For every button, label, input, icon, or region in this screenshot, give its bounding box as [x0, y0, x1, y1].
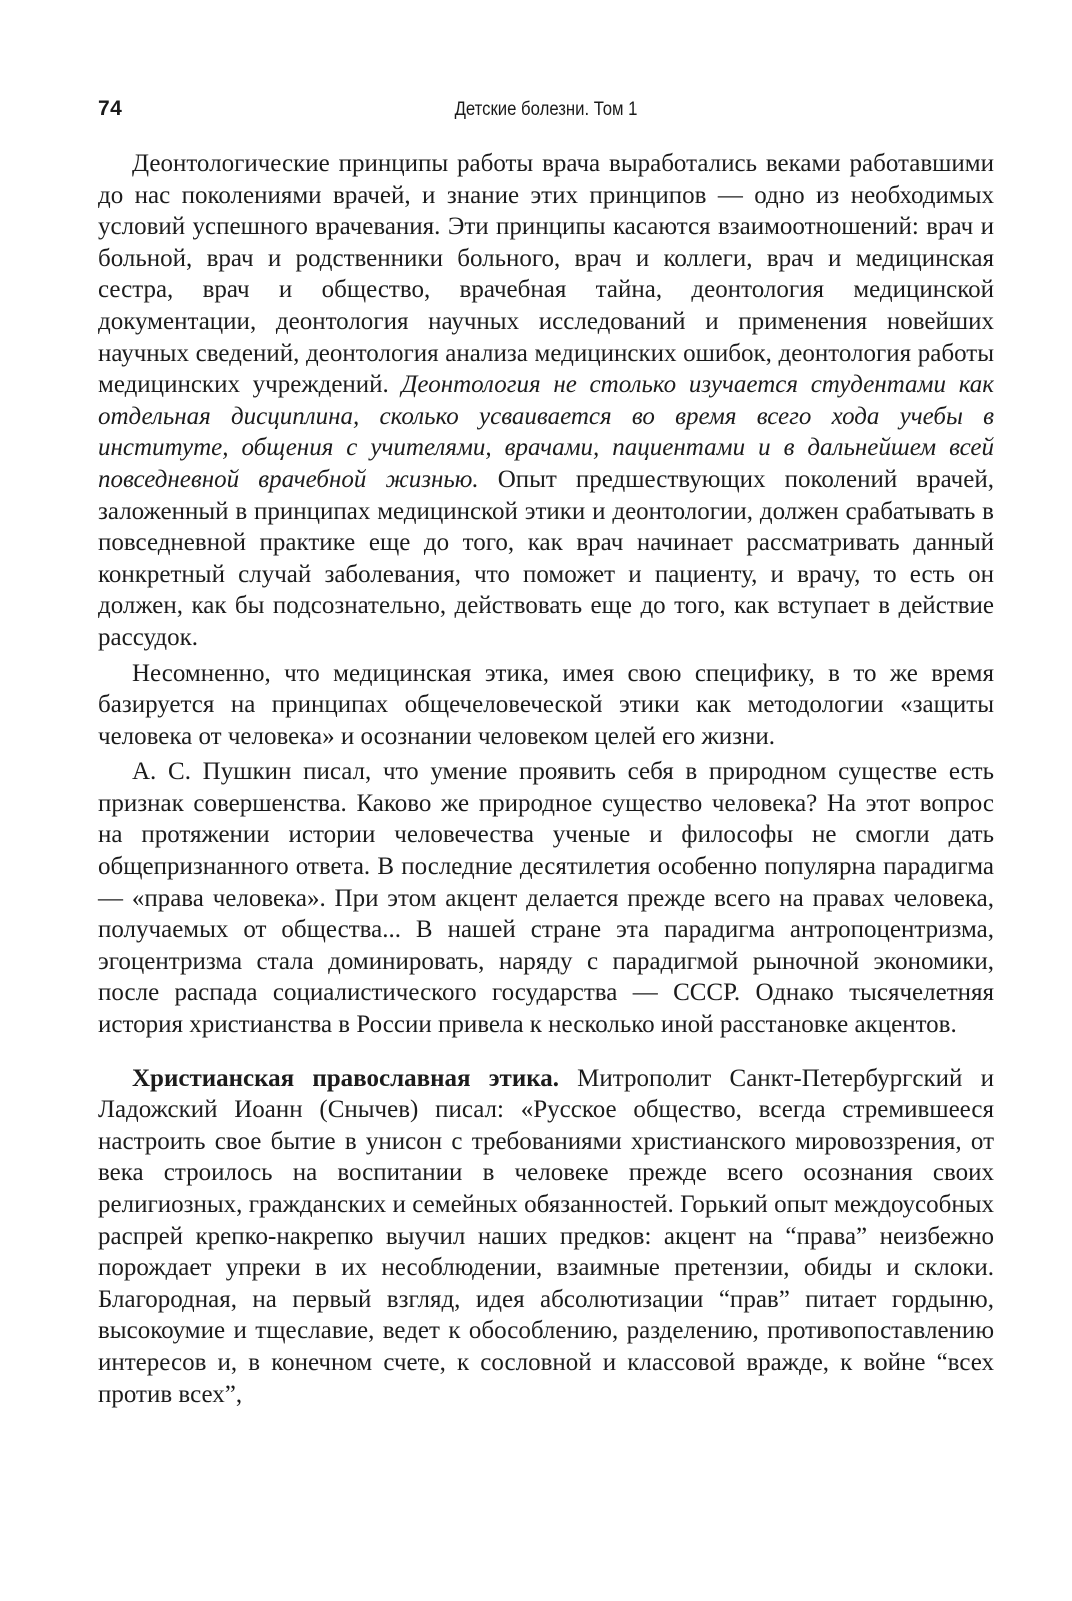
running-head — [98, 97, 994, 133]
paragraph-christian-ethics — [98, 1063, 994, 1411]
paragraph-deontology — [98, 148, 994, 654]
section-heading: Христианская православная этика. — [132, 1064, 559, 1092]
paragraph-text: Деонтологические принципы работы врача выработались веками работавшими до нас поколениями врачей, и знание этих принципов — одно из необходимых условий успешного врачевания. Эти принципы касаются взаимоотношений: врач и больной, врач и родственники больного, врач и коллеги, врач и медицинская сестра, врач и общество, врачебная тайна, деонтология медицинской документации, деонтология научных исследований и применения новейших научных сведений, деонтология анализа медицинских ошибок, деонтология работы медицинских учреждений. — [98, 150, 994, 399]
body-text — [98, 148, 994, 1410]
paragraph-text: Митрополит Санкт-Петербургский и Ладожский Иоанн (Снычев) писал: «Русское общество, всегда стремившееся настроить свое бытие в унисон с требованиями христианского мировоззрения, от века строилось на воспитании в человеке прежде всего осознания своих религиозных, гражданских и семейных обязанностей. Горький опыт междоусобных распрей крепко-накрепко выучил наших предков: акцент на “права” неизбежно порождает упреки в их несоблюдении, взаимные претензии, обиды и склоки. Благородная, на первый взгляд, идея абсолютизации “прав” питает гордыню, высокоумие и тщеславие, ведет к обособлению, разделению, противопоставлению интересов и, в конечном счете, к сословной и классовой вражде, к войне “всех против всех”, — [98, 1064, 994, 1408]
paragraph-pushkin: А. С. Пушкин писал, что умение проявить себя в природном существе есть признак совершенства. Каково же природное существо человека? На этот вопрос на протяжении истории человечества ученые и философы не смогли дать общепризнанного ответа. В последние десятилетия особенно популярна парадигма — «права человека». При этом акцент делается прежде всего на правах человека, получаемых от общества... В нашей стране эта парадигма антропоцентризма, эгоцентризма стала доминировать, наряду с парадигмой рыночной экономики, после распада социалистического государства — СССР. Однако тысячелетняя история христианства в России привела к несколько иной расстановке акцентов. — [98, 758, 994, 1039]
paragraph-medical-ethics: Несомненно, что медицинская этика, имея свою специфику, в то же время базируется на принципах общечеловеческой этики как методологии «защиты человека от человека» и осознании человеком целей его жизни. — [98, 659, 994, 750]
page-number: 74 — [98, 97, 123, 120]
italic-emphasis: Деонтология не столько изучается студентами как отдельная дисциплина, сколько усваивается во время всего хода учебы в институте, общения с учителями, врачами, пациентами и в дальнейшем всей повседневной врачебной жизнью. — [98, 371, 994, 493]
paragraph-text: Опыт предшествующих поколений врачей, заложенный в принципах медицинской этики и деонтологии, должен срабатывать в повседневной практике еще до того, как врач начинает рассматривать данный конкретный случай заболевания, что поможет и пациенту, и врачу, то есть он должен, как бы подсознательно, действовать еще до того, как вступает в действие рассудок. — [98, 465, 994, 651]
book-title: Детские болезни. Том 1 — [454, 99, 638, 120]
